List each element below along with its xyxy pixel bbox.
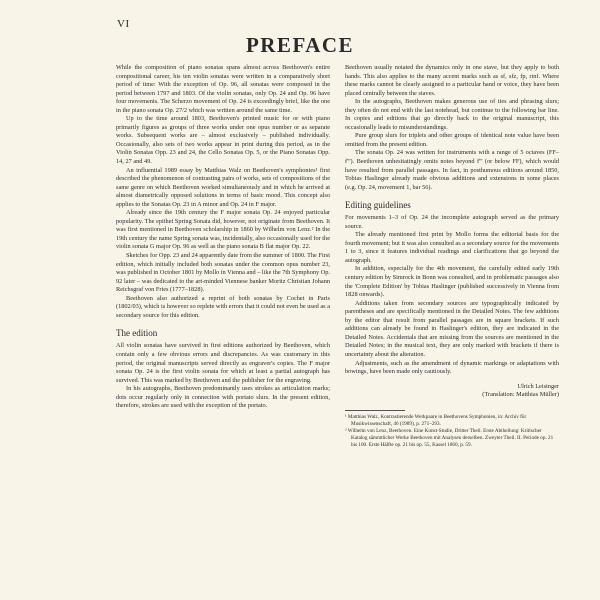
paragraph: All violin sonatas have survived in first editions authorized by Beethoven, which contain only a few obvious errors and discrepancies. As was customary in this period, the original manuscripts served directly as engraver's copies. The F major sonata Op. 24 is the first violin sonata for which at least a partial autograph has survived. This was marked by Beethoven and the publisher for the engraving. <box>116 342 330 384</box>
paragraph: The sonata Op. 24 was written for instruments with a range of 5 octaves (FF–f'''). Beethoven unhesitatingly omits notes beyond f''' (or below FF), which would have resulted from parallel passages. In fact, in posthumous editions around 1850, Tobias Haslinger already made obvious additions and extensions in some places (e.g. Op. 24, movement 1, bar 56). <box>345 149 559 191</box>
signature-name: Ulrich Leisinger <box>517 382 559 390</box>
signature <box>345 383 559 400</box>
signature-translation: (Translation: Matthias Müller) <box>482 391 559 399</box>
footnote: ¹ Matthias Walz, Kontrastierende Werkpaare in Beethovens Symphonien, in: Archiv für Musikwissenschaft, 46 (1989), p. 271–293. <box>345 413 527 427</box>
paragraph: In addition, especially for the 4th movement, the carefully edited early 19th century edition by Simrock in Bonn was consulted, and in problematic passages also the 'Complete Edition' by Tobias Haslinger (published successively in Vienna from 1828 onwards). <box>345 265 559 299</box>
section-heading-edition: The edition <box>116 328 158 339</box>
paragraph: Up to the time around 1803, Beethoven's printed music for or with piano primarily figures as groups of three works under one opus number or as separate works. Subsequent works are – almost exclusively – published individually. Occasionally, also sets of two works appear in print during this period, as in the Violin Sonatas Opp. 23 and 24, the Cello Sonatas Op. 5, or the Piano Sonatas Opp. 14, 27 and 49. <box>116 115 330 166</box>
footnote: ² Wilhelm von Lenz, Beethoven. Eine Kunst-Studie, Dritter Theil. Erste Abtheilung: Kritischer Katalog sämmtlicher Werke Beethoven mit Analysen derselben. Zweyter Theil. II. Periode op. 21 bis 100. Erste Hälfte op. 21 bis op. 55, Kassel 1860, p. 59. <box>345 427 554 448</box>
paragraph: While the composition of piano sonatas spans almost across Beethoven's entire compositional career, his ten violin sonatas were written in a comparatively short period of time: With the exception of Op. 96, all sonatas were composed in the period between 1797 and 1803. Of the violin sonatas, only Op. 24 and Op. 96 have four movements. The Scherzo movement of Op. 24 is exceedingly brief, like the one in the piano sonata Op. 27/2 which was written around the same time. <box>116 64 330 114</box>
paragraph: Pure group slurs for triplets and other groups of identical note value have been omitted from the present edition. <box>345 132 559 148</box>
paragraph: Beethoven usually notated the dynamics only in one stave, but they apply to both hands. This also applies to the many accent marks such as sf, sfz, fp, rinf. Where these marks cannot be clearly assigned to a particular hand or voice, they have been placed centrally between the staves. <box>345 64 559 97</box>
section-heading-editing-guidelines: Editing guidelines <box>345 200 411 211</box>
paragraph: Sketches for Opp. 23 and 24 apparently date from the summer of 1800. The First edition, which initially included both sonatas under the common opus number 23, was published in October 1801 by Mollo in Vienna and – like the 7th Symphony Op. 92 later – was dedicated to the art-minded Viennese banker Moritz Christian Johann Reichsgraf von Fries (1777–1828). <box>116 252 330 294</box>
paragraph: An influential 1989 essay by Matthias Walz on Beethoven's symphonies¹ first described the phenomenon of contrasting pairs of works, sets of compositions of the same genre on which Beethoven worked simultaneously and in which he arrived at almost diametrically opposed solutions in terms of basic mood. This concept also applies to the Sonatas Op. 23 in A minor and Op. 24 in F major. <box>116 166 330 208</box>
left-column <box>116 64 330 411</box>
footnote-divider <box>345 410 405 411</box>
page-title: PREFACE <box>245 33 355 57</box>
paragraph: Beethoven also authorized a reprint of both sonatas by Cochet in Paris (1802/03), which is however so replete with errors that it could not even be used as a secondary source for this edition. <box>116 294 330 319</box>
paragraph: Additions taken from secondary sources are typographically indicated by parentheses and are specifically mentioned in the Detailed Notes. The few additions by the editor that result from parallel passages are in square brackets. If such additions can already be found in Haslinger's edition, they are indicated in the Detailed Notes. Accidentals that are missing from the sources are mentioned in the Detailed Notes; in the musical text, they are only marked with brackets if there is uncertainty about the alteration. <box>345 299 559 358</box>
right-column <box>345 64 559 449</box>
paragraph: For movements 1–3 of Op. 24 the incomplete autograph served as the primary source. <box>345 214 559 230</box>
paragraph: In the autographs, Beethoven makes generous use of ties and phrasing slurs; they often do not end with the last notehead, but continue to the following bar line. In copies and editions that go directly back to the original manuscript, this occasionally leads to misunderstandings. <box>345 98 559 131</box>
paragraph: Adjustments, such as the amendment of dynamic markings or adaptations with bowings, have been made only cautiously. <box>345 359 559 376</box>
page-number: VI <box>117 18 130 30</box>
paragraph: In his autographs, Beethoven predominantly uses strokes as articulation marks; dots occur regularly only in connection with portato slurs. In the present edition, therefore, strokes are used with the exception of the portato. <box>116 385 330 410</box>
paragraph: Already since the 19th century the F major sonata Op. 24 enjoyed particular popularity. The epithet Spring Sonata did, however, not originate from Beethoven. It was first mentioned in Beethoven scholarship in 1860 by Wilhelm von Lenz.² In the 19th century the name Spring sonata was, incidentally, also occasionally used for the violin sonata G major Op. 96 as well as the piano sonata B flat major Op. 22. <box>116 209 330 251</box>
paragraph: The already mentioned first print by Mollo forms the editorial basis for the fourth movement; but it was also consulted as a secondary source for the movements 1 to 3, since it features individual readings and clarifications that go beyond the autograph. <box>345 231 559 264</box>
